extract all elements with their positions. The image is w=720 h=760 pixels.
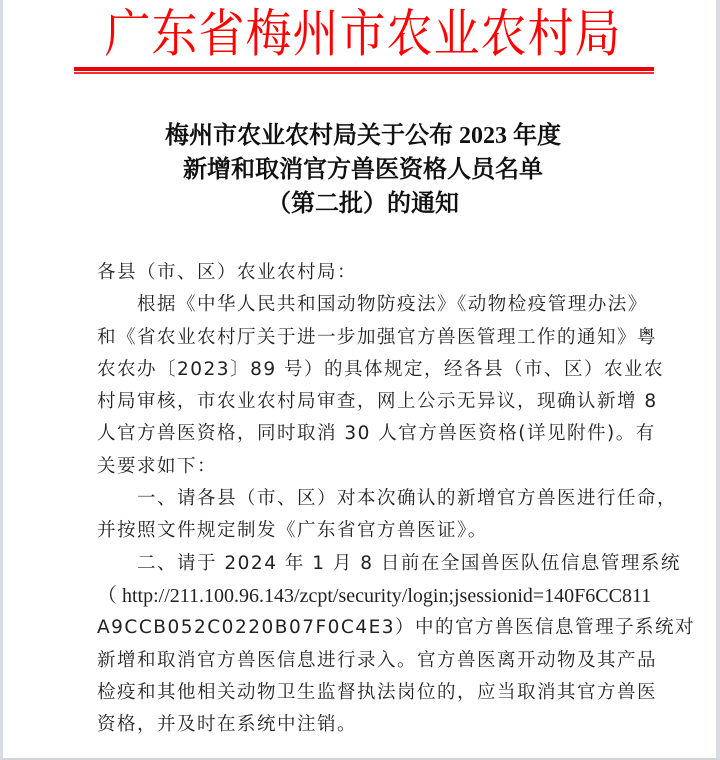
body-line: 农农办〔2023〕89 号）的具体规定，经各县（市、区）农业农 (97, 358, 665, 380)
body-line: 根据《中华人民共和国动物防疫法》《动物检疫管理办法》 (137, 294, 648, 316)
requirement-2-line: 二、请于 2024 年 1 月 8 日前在全国兽医队伍信息管理系统 (137, 552, 681, 574)
red-rule-thin-line (74, 72, 654, 74)
document-body (97, 257, 696, 741)
document-title-line-3: （第二批）的通知 (267, 191, 459, 217)
system-url-line: （ http://211.100.96.143/zcpt/security/login;jsessionid=140F6CC811 (97, 584, 652, 607)
requirement-2-line: 资格，并及时在系统中注销。 (97, 714, 358, 736)
requirement-2-line: 检疫和其他相关动物卫生监督执法岗位的，应当取消其官方兽医 (97, 681, 658, 703)
requirement-1-line: 并按照文件规定制发《广东省官方兽医证》。 (97, 520, 488, 542)
body-line: 和《省农业农村厅关于进一步加强官方兽医管理工作的通知》粤 (97, 326, 658, 348)
body-line: 村局审核，市农业农村局审查，网上公示无异议，现确认新增 8 (97, 391, 658, 413)
document-title-line-2: 新增和取消官方兽医资格人员名单 (183, 157, 543, 183)
body-line: 关要求如下： (97, 455, 218, 477)
requirement-1-line: 一、请各县（市、区）对本次确认的新增官方兽医进行任命， (137, 488, 678, 510)
body-line: 人官方兽医资格，同时取消 30 人官方兽医资格(详见附件)。有 (97, 423, 656, 445)
red-rule-thick-line (74, 67, 654, 71)
document-title (3, 119, 720, 221)
letterhead-org-name: 广东省梅州市农业农村局 (104, 3, 622, 64)
requirement-2-line: 新增和取消官方兽医信息进行录入。官方兽医离开动物及其产品 (97, 649, 658, 671)
salutation: 各县（市、区）农业农村局： (97, 262, 358, 283)
requirement-2-line: A9CCB052C0220B07F0C4E3）中的官方兽医信息管理子系统对 (97, 617, 696, 639)
letterhead-red-rule (74, 67, 654, 74)
document-title-line-1: 梅州市农业农村局关于公布 2023 年度 (165, 123, 561, 149)
